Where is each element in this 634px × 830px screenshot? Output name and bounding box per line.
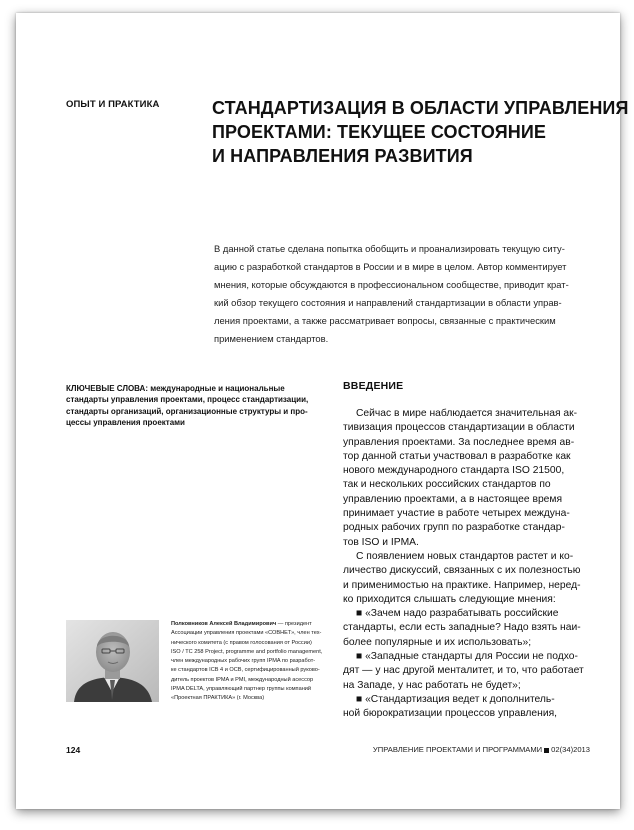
body-text [343, 407, 591, 722]
abstract-line: В данной статье сделана попытка обобщить и проанализировать текущую ситу- [214, 243, 565, 254]
body-line: так и нескольких российских стандартов по [343, 479, 551, 491]
body-line: управлению проектами, а в настоящее время [343, 493, 563, 505]
abstract-line: кий обзор текущего состояния и направлений стандартизации в области управ- [214, 297, 562, 308]
bio-line: ISO / TC 258 Project, programme and portfolio management, [171, 648, 323, 655]
body-line: тивизация процессов стандартизации в области [343, 422, 575, 434]
article-title [212, 96, 629, 168]
journal-footer [373, 745, 590, 754]
body-line: Сейчас в мире наблюдается значительная ак- [356, 408, 578, 419]
bio-line: Ассоциации управления проектами «СОВНЕТ», член тех- [171, 630, 322, 637]
body-line: ко приходится слышать следующие мнения: [343, 593, 556, 605]
page-number: 124 [66, 745, 81, 755]
body-line: и применимостью на практике. Например, неред- [343, 579, 581, 591]
abstract-line: применением стандартов. [214, 333, 329, 344]
keywords-line: стандарты организаций, организационные структуры и про- [66, 406, 308, 416]
body-line: стандарты, если есть западные? Надо взять наи- [343, 622, 581, 634]
body-line: нового международного стандарта ISO 21500, [343, 465, 565, 477]
bio-line: дитель проектов IPMA и PMI, международный асессор [171, 676, 314, 683]
body-line: ной бюрократизации процессов управления, [343, 708, 558, 720]
keywords-line: цессы управления проектами [66, 417, 185, 427]
body-line: тов ISO и IPMA. [343, 536, 419, 548]
body-line: родных рабочих групп по разработке стандар- [343, 522, 565, 534]
bio-line: член международных рабочих групп IPMA по разработ- [171, 658, 316, 665]
title-line: СТАНДАРТИЗАЦИЯ В ОБЛАСТИ УПРАВЛЕНИЯ [212, 98, 629, 118]
journal-issue: 02(34)2013 [551, 745, 590, 754]
section-label: ОПЫТ И ПРАКТИКА [66, 99, 160, 110]
abstract-line: ацию с разработкой стандартов в России и в мире в целом. Автор комментирует [214, 261, 567, 272]
body-line: дят — у нас другой менталитет, и то, что работает [343, 665, 584, 677]
keywords-line: стандарты управления проектами, процесс стандартизации, [66, 395, 309, 405]
title-line: ПРОЕКТАМИ: ТЕКУЩЕЕ СОСТОЯНИЕ [212, 122, 547, 142]
square-bullet-icon [544, 748, 549, 753]
keywords [66, 383, 326, 428]
author-photo [66, 620, 159, 702]
body-line: принимает участие в работе четырех междуна- [343, 508, 570, 520]
intro-heading: ВВЕДЕНИЕ [343, 380, 404, 392]
bio-first-line-rest: — президент [276, 621, 312, 627]
body-line: более популярные и их использовать»; [343, 636, 532, 648]
body-line: личество дискуссий, связанных с их полезностью [343, 565, 581, 577]
title-line: И НАПРАВЛЕНИЯ РАЗВИТИЯ [212, 146, 473, 166]
bio-line: IPMA DELTA, управляющий партнер группы компаний [171, 686, 312, 693]
body-line: тор данной статьи участвовал в разработке как [343, 450, 571, 462]
abstract-line: ления проектами, а также рассматривает вопросы, связанные с практическим [214, 315, 556, 326]
abstract-line: мнения, которые обсуждаются в профессиональном сообществе, приводит крат- [214, 279, 569, 290]
bio-line: «Проектная ПРАКТИКА» (г. Москва) [171, 695, 265, 702]
abstract [214, 240, 580, 348]
body-line: ■ «Западные стандарты для России не подхо- [356, 651, 578, 663]
author-name: Полковников Алексей Владимирович [171, 621, 277, 627]
keywords-line: КЛЮЧЕВЫЕ СЛОВА: международные и национальные [66, 384, 285, 393]
body-line: управления проектами. За последнее время ав- [343, 436, 575, 448]
body-line: ■ «Стандартизация ведет к дополнитель- [356, 693, 555, 705]
author-bio [171, 620, 331, 704]
journal-name: УПРАВЛЕНИЕ ПРОЕКТАМИ И ПРОГРАММАМИ [372, 745, 543, 754]
author-portrait-image [66, 620, 159, 702]
bio-line: ке стандартов ICB 4 и OCB, сертифицированный руково- [171, 667, 320, 674]
body-line: на Западе, у нас работать не будет»; [343, 679, 521, 691]
bio-first-line [171, 620, 331, 629]
bio-line: нического комитета (с правом голосования от России) [171, 639, 312, 646]
body-line: ■ «Зачем надо разрабатывать российские [356, 608, 559, 620]
body-line: С появлением новых стандартов растет и ко- [356, 550, 574, 562]
